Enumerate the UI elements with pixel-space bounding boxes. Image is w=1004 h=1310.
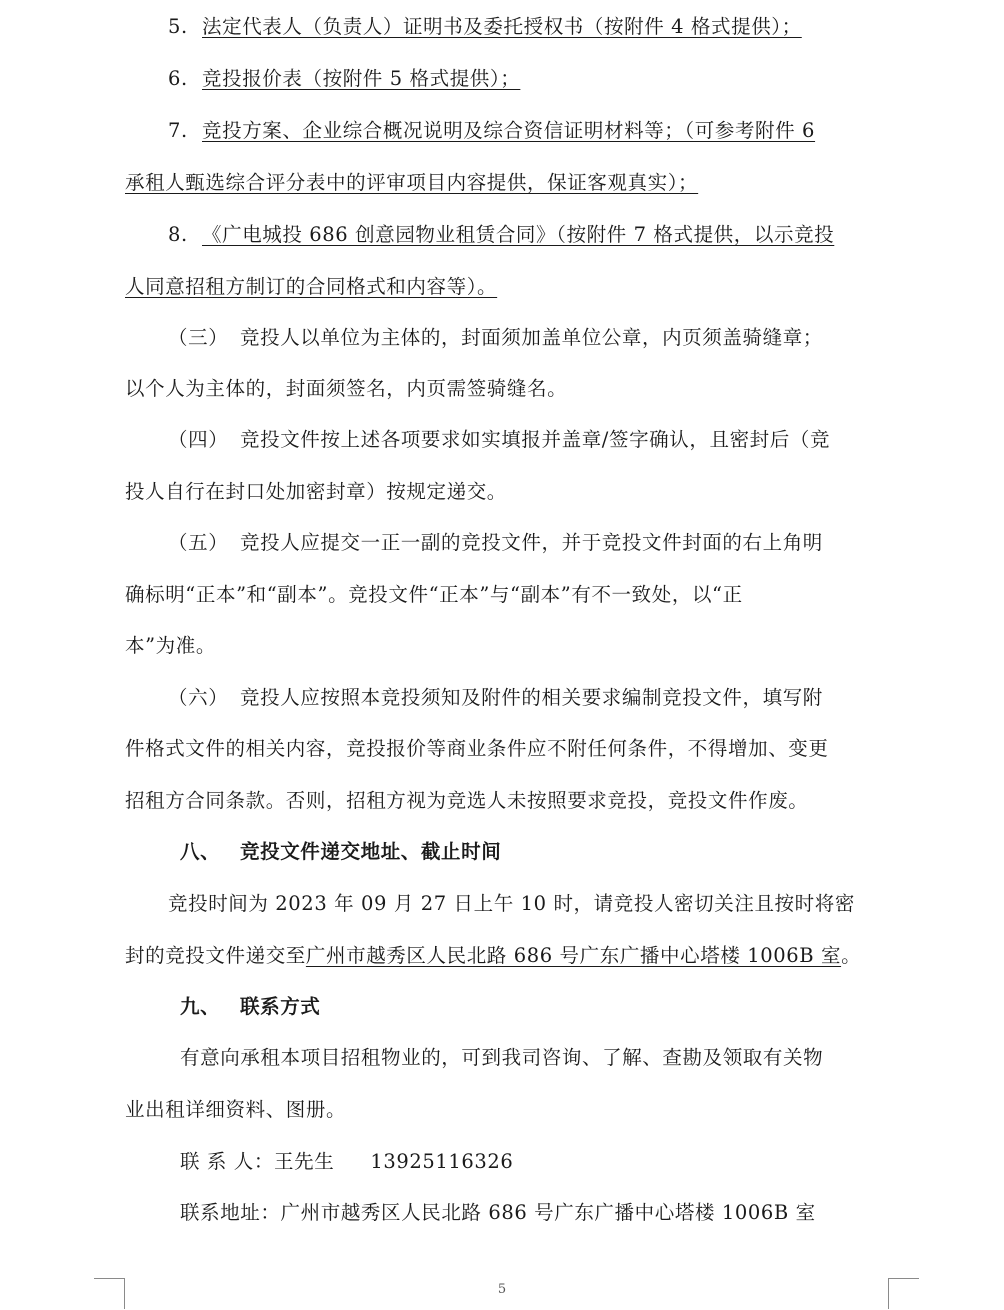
item-text: 竞投报价表（按附件 5 格式提供）； <box>202 67 521 90</box>
para-text: 竞投人应提交一正一副的竞投文件，并于竞投文件封面的右上角明 <box>240 531 823 554</box>
item-number: 7. <box>168 119 188 142</box>
contact-address-line <box>180 1200 890 1226</box>
page-number: 5 <box>497 1282 507 1297</box>
para-number: （三） <box>168 326 229 349</box>
para-5-line-1 <box>168 530 890 556</box>
para-number: （六） <box>168 686 229 709</box>
contact-person-line <box>180 1149 890 1175</box>
section-9-line-2 <box>125 1097 890 1123</box>
contact-name: 王先生 <box>274 1150 335 1173</box>
item-number: 5. <box>168 15 188 38</box>
address-label: 联系地址： <box>180 1201 281 1224</box>
contact-phone: 13925116326 <box>370 1150 514 1173</box>
item-number: 8. <box>168 223 188 246</box>
section-number: 九、 <box>180 995 221 1018</box>
item-5 <box>168 14 890 40</box>
para-text: 确标明“正本”和“副本”。竞投文件“正本”与“副本”有不一致处，以“正 <box>125 583 743 606</box>
section-8-text-suffix: 。 <box>841 944 862 967</box>
para-6-line-3 <box>125 788 890 814</box>
item-text: 法定代表人（负责人）证明书及委托授权书（按附件 4 格式提供）； <box>202 15 802 38</box>
item-text: 承租人甄选综合评分表中的评审项目内容提供，保证客观真实）； <box>125 171 699 194</box>
para-text: 以个人为主体的，封面须签名，内页需签骑缝名。 <box>125 377 568 400</box>
para-3-line-2 <box>125 376 890 402</box>
section-title: 联系方式 <box>240 995 321 1018</box>
item-8-line-1 <box>168 222 890 248</box>
para-6-line-2 <box>125 736 890 762</box>
para-6-line-1 <box>168 685 890 711</box>
item-6 <box>168 66 890 92</box>
section-number: 八、 <box>180 840 221 863</box>
section-8-text-prefix: 封的竞投文件递交至 <box>125 944 306 967</box>
section-8-text: 竞投时间为 2023 年 09 月 27 日上午 10 时，请竞投人密切关注且按时将密 <box>168 892 855 915</box>
section-title: 竞投文件递交地址、截止时间 <box>240 840 502 863</box>
item-text: 《广电城投 686 创意园物业租赁合同》（按附件 7 格式提供，以示竞投 <box>202 223 835 246</box>
section-9-line-1 <box>180 1045 890 1071</box>
section-8-heading <box>180 839 501 865</box>
para-5-line-2 <box>125 582 890 608</box>
para-4-line-2 <box>125 479 890 505</box>
para-number: （四） <box>168 428 229 451</box>
para-text: 招租方合同条款。否则，招租方视为竞选人未按照要求竞投，竞投文件作废。 <box>125 789 809 812</box>
section-9-text: 有意向承租本项目招租物业的，可到我司咨询、了解、查勘及领取有关物 <box>180 1046 824 1069</box>
section-9-text: 业出租详细资料、图册。 <box>125 1098 347 1121</box>
para-4-line-1 <box>168 427 890 453</box>
item-text: 人同意招租方制订的合同格式和内容等）。 <box>125 275 498 298</box>
item-7-line-1 <box>168 118 890 144</box>
para-5-line-3 <box>125 633 890 659</box>
contact-label: 联 系 人： <box>180 1150 274 1173</box>
para-text: 投人自行在封口处加密封章）按规定递交。 <box>125 480 507 503</box>
contact-address: 广州市越秀区人民北路 686 号广东广播中心塔楼 1006B 室 <box>280 1201 816 1224</box>
para-text: 件格式文件的相关内容，竞投报价等商业条件应不附任何条件，不得增加、变更 <box>125 737 829 760</box>
item-text: 竞投方案、企业综合概况说明及综合资信证明材料等；（可参考附件 6 <box>202 119 816 142</box>
item-number: 6. <box>168 67 188 90</box>
delivery-address: 广州市越秀区人民北路 686 号广东广播中心塔楼 1006B 室 <box>305 944 842 967</box>
item-8-line-2 <box>125 274 890 300</box>
para-text: 竞投人应按照本竞投须知及附件的相关要求编制竞投文件，填写附 <box>240 686 823 709</box>
para-3-line-1 <box>168 325 890 351</box>
section-8-line-2 <box>125 943 890 969</box>
section-8-line-1 <box>168 891 890 917</box>
para-number: （五） <box>168 531 229 554</box>
para-text: 竞投文件按上述各项要求如实填报并盖章/签字确认，且密封后（竞 <box>240 428 831 451</box>
item-7-line-2 <box>125 170 890 196</box>
para-text: 竞投人以单位为主体的，封面须加盖单位公章，内页须盖骑缝章； <box>240 326 823 349</box>
section-9-heading <box>180 994 320 1020</box>
para-text: 本”为准。 <box>125 634 216 657</box>
